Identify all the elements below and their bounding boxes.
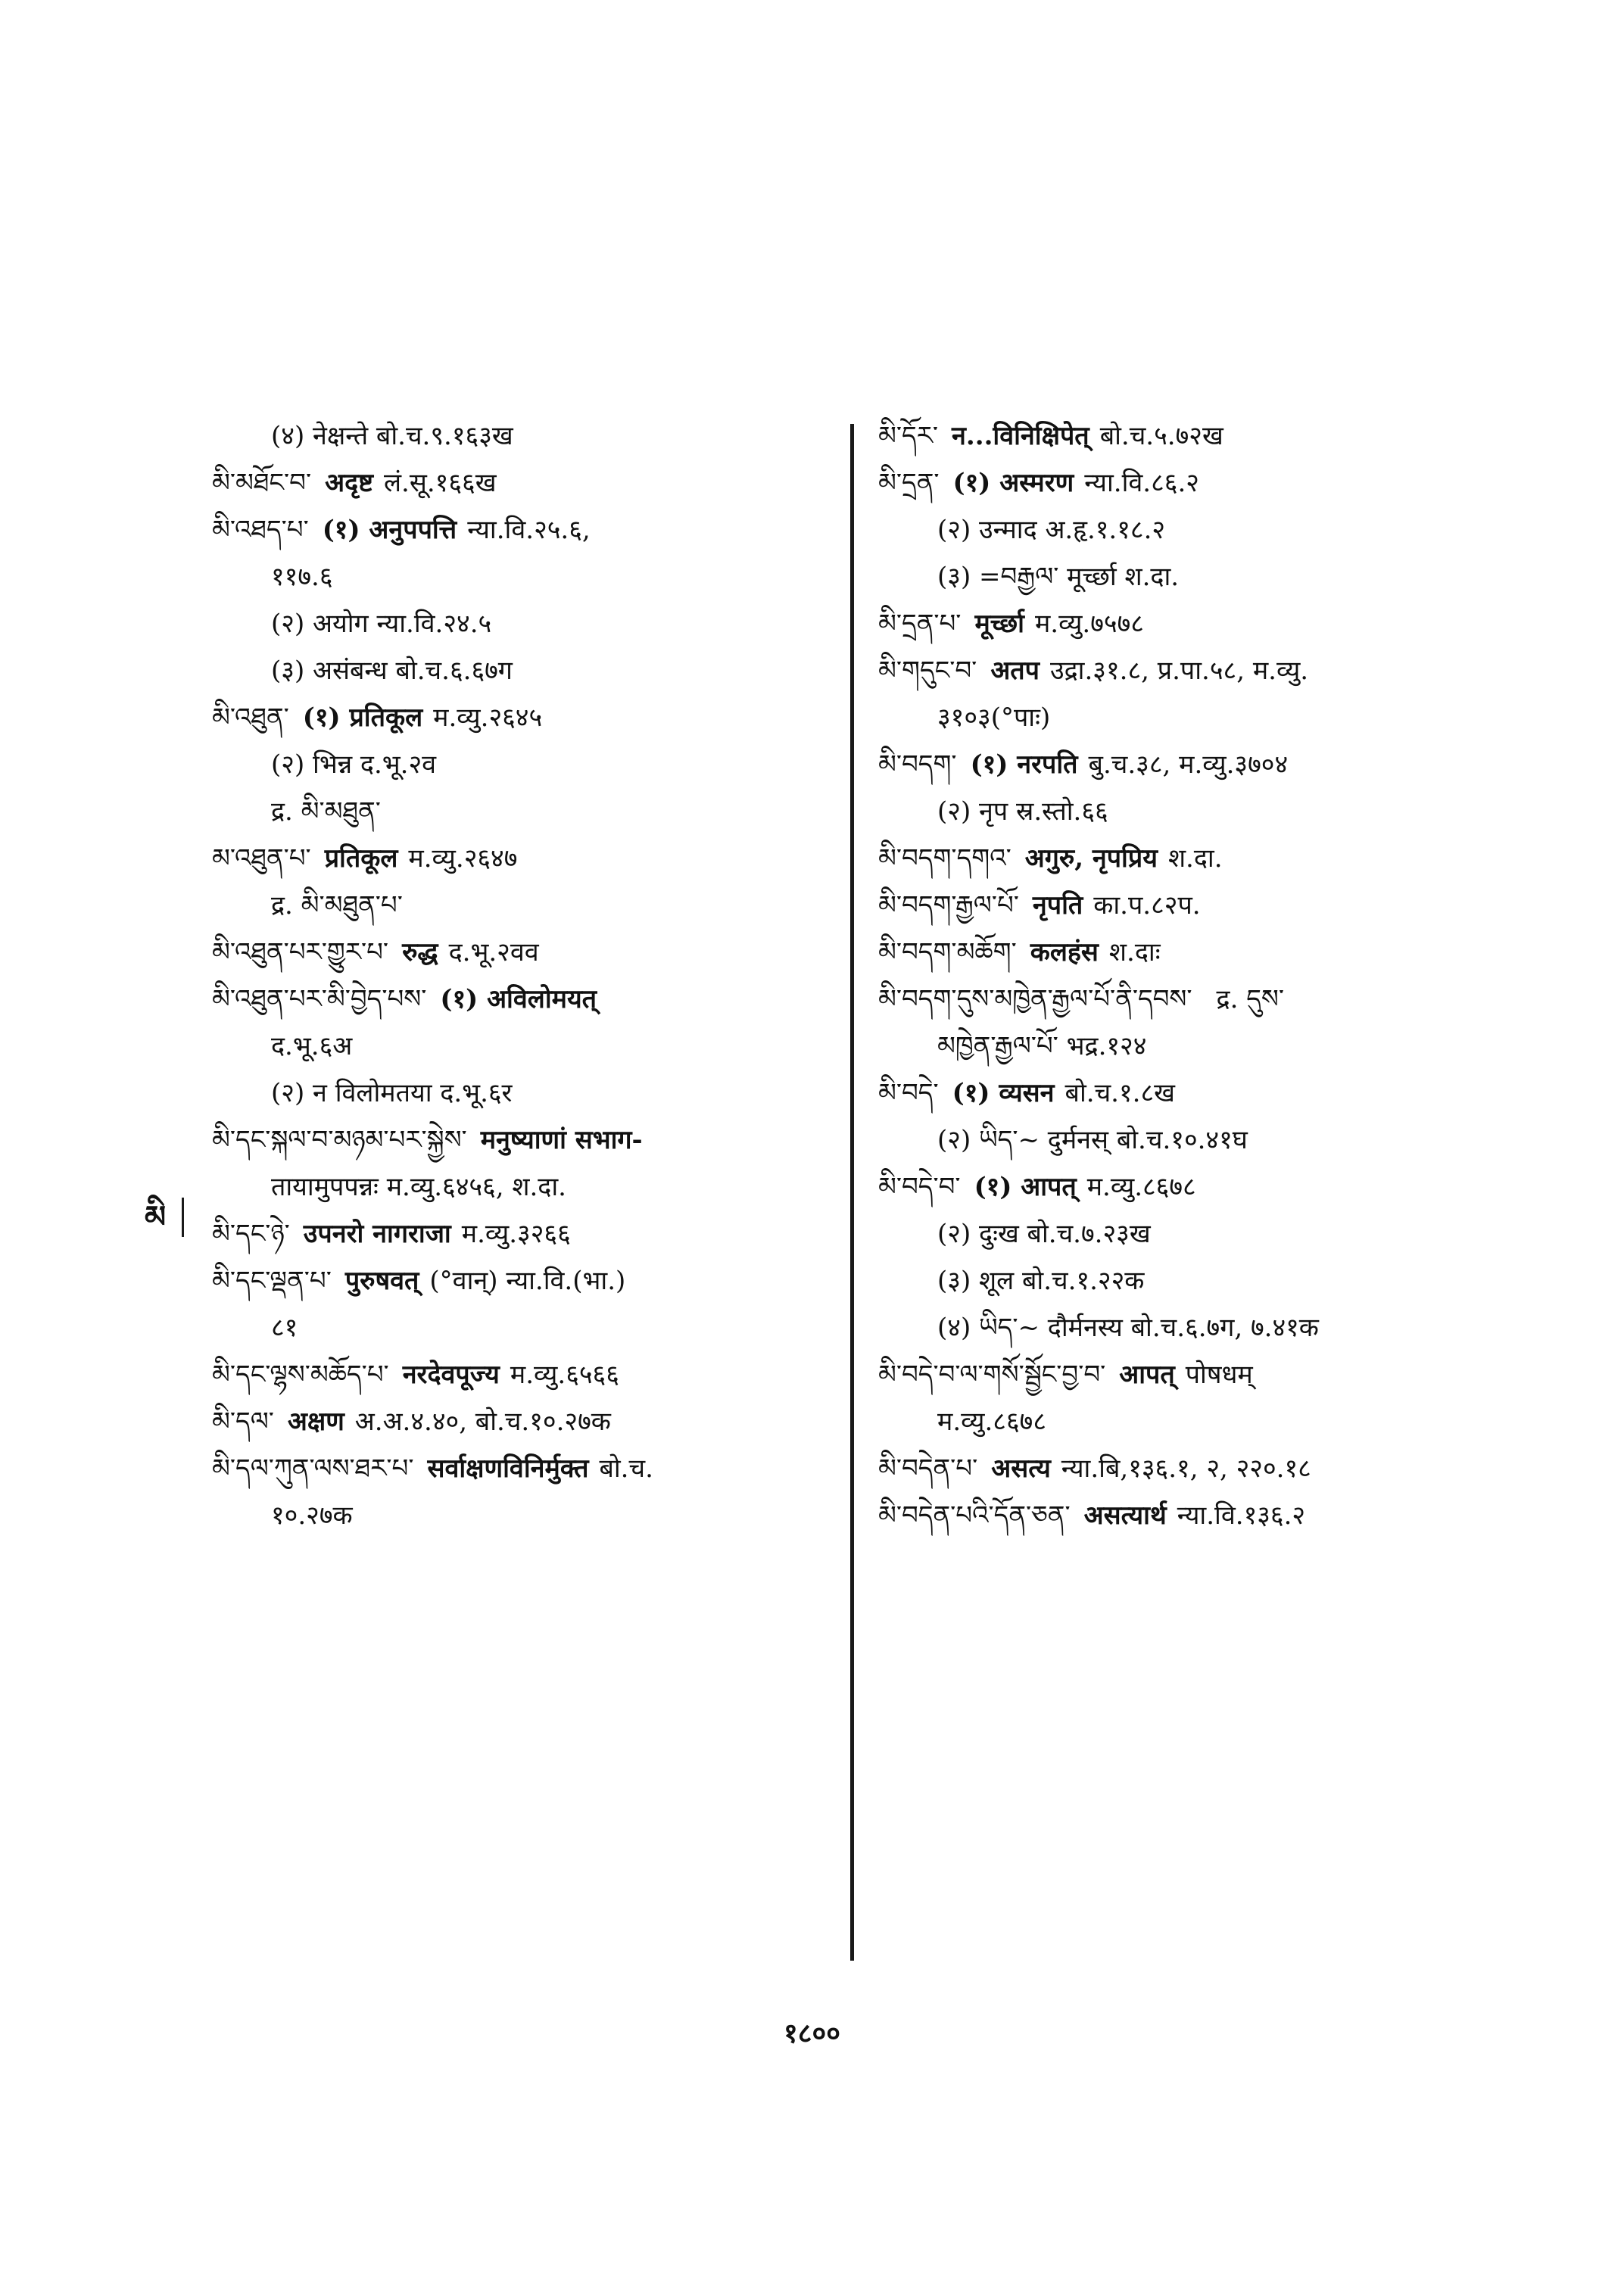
entry-headword-line [212, 506, 840, 553]
sanskrit-definition: आपत् [1119, 1360, 1175, 1390]
page-number: १८०० [784, 2017, 840, 2049]
entry-headword-line [212, 1117, 840, 1164]
tibetan-headword: མི་བདག་རྒྱལ་པོ་ [878, 890, 1019, 921]
entry-sense-line: द्र. མི་མཐུན་ [271, 796, 381, 827]
sanskrit-definition: सर्वाक्षणविनिर्मुक्त [427, 1453, 589, 1484]
source-reference: म.व्यु.८६७८ [1086, 1172, 1196, 1202]
entry-headword-line [212, 1351, 840, 1398]
entry-headword-line [878, 460, 1507, 506]
entry-headword-line [878, 1070, 1507, 1117]
entry-sense-line: (२) अयोग न्या.वि.२४.५ [271, 609, 492, 639]
source-reference: म.व्यु.२६४५ [433, 703, 543, 733]
entry-sense-line: (२) नृप स्र.स्तो.६६ [937, 796, 1108, 827]
entry-headword-line [212, 835, 840, 882]
sanskrit-definition: कलहंस [1030, 937, 1099, 967]
tibetan-headword: མི་བདེན་པའི་དོན་ཅན་ [878, 1500, 1071, 1531]
sanskrit-definition: अदृष्ट [325, 468, 373, 498]
entry-headword-line [212, 1398, 840, 1445]
source-reference: द्र. དུས་ [1216, 984, 1284, 1014]
entry-continuation-line: म.व्यु.८६७८ [937, 1407, 1047, 1437]
source-reference: पोषधम् [1185, 1360, 1253, 1390]
source-reference: न्या.बि,१३६.१, २, २२०.१८ [1061, 1453, 1311, 1484]
entry-continuation-line: ३१०३(°पाः) [937, 703, 1051, 733]
source-reference: अ.अ.४.४०, बो.च.१०.२७क [354, 1407, 611, 1437]
sanskrit-definition: असत्य [991, 1453, 1051, 1484]
tibetan-headword: མི་བདག་དགའ་ [878, 843, 1011, 874]
source-reference: श.दा. [1167, 843, 1223, 874]
source-reference: द.भू.२वव [448, 937, 539, 967]
entry-headword-line [212, 694, 840, 741]
source-reference: बु.च.३८, म.व्यु.३७०४ [1088, 749, 1289, 780]
column-divider [850, 424, 854, 1961]
entry-headword-line [878, 413, 1507, 460]
entry-sense-line: (३) शूल बो.च.१.२२क [937, 1266, 1145, 1296]
tibetan-headword: མི་བདེ་ [878, 1078, 939, 1108]
source-reference: का.प.८२प. [1093, 890, 1201, 921]
sanskrit-definition: अतप [990, 656, 1040, 686]
right-column [878, 413, 1507, 1539]
tibetan-headword: མི་དང་སྐལ་བ་མཉམ་པར་སྐྱེས་ [212, 1125, 467, 1155]
entry-headword-line [212, 1210, 840, 1257]
source-reference: म.व्यु.६५६६ [510, 1360, 619, 1390]
source-reference: श.दाः [1108, 937, 1161, 967]
entry-headword-line [878, 929, 1507, 976]
entry-continuation-line: तायामुपपन्नः म.व्यु.६४५६, श.दा. [271, 1172, 566, 1202]
source-reference: बो.च.५.७२ख [1099, 421, 1223, 451]
tibetan-headword: མི་དྲན་པ་ [878, 609, 962, 639]
entry-sense-line: (३) असंबन्ध बो.च.६.६७ग [271, 656, 513, 686]
sanskrit-definition: (१) नरपति [970, 749, 1078, 780]
source-reference: न्या.वि.८६.२ [1084, 468, 1199, 498]
entry-sense-line: (२) भिन्न द.भू.२व [271, 749, 437, 780]
entry-headword-line [878, 600, 1507, 647]
sanskrit-definition: नृपति [1032, 890, 1083, 921]
entry-headword-line [878, 1492, 1507, 1539]
source-reference: न्या.वि.२५.६, [467, 515, 591, 545]
entry-continuation-line: द.भू.६अ [271, 1031, 353, 1061]
entry-headword-line [878, 882, 1507, 929]
source-reference: म.व्यु.२६४७ [408, 843, 518, 874]
entry-headword-line [212, 1257, 840, 1304]
entry-sense-line: (४) नेक्षन्ते बो.च.९.१६३ख [271, 421, 513, 451]
sanskrit-definition: न...विनिक्षिपेत् [952, 421, 1089, 451]
source-reference: न्या.वि.१३६.२ [1177, 1500, 1306, 1531]
tibetan-headword: མི་བདག་མཆོག་ [878, 937, 1017, 967]
entry-headword-line [212, 929, 840, 976]
entry-headword-line [878, 1445, 1507, 1492]
entry-continuation-line: ८१ [271, 1313, 298, 1343]
tibetan-headword: མི་འཐུན་པར་མི་བྱེད་པས་ [212, 984, 427, 1014]
sanskrit-definition: मनुष्याणां सभाग- [480, 1125, 643, 1155]
entry-sense-line: (२) उन्माद अ.हृ.१.१८.२ [937, 515, 1166, 545]
entry-sense-line: (२) ཡིད་~ दुर्मनस् बो.च.१०.४१घ [937, 1125, 1248, 1155]
left-column [212, 413, 840, 1539]
sanskrit-definition: (१) आपत् [974, 1172, 1077, 1202]
sanskrit-definition: अक्षण [287, 1407, 344, 1437]
entry-headword-line [212, 1445, 840, 1492]
sanskrit-definition: (१) प्रतिकूल [302, 703, 423, 733]
sanskrit-definition: अगुरु, नृपप्रिय [1024, 843, 1158, 874]
tibetan-headword: མི་བདེ་བ་ [878, 1172, 961, 1202]
entry-headword-line [878, 647, 1507, 694]
entry-headword-line [878, 1164, 1507, 1210]
tibetan-headword: མི་བདག་ [878, 749, 957, 780]
tibetan-headword: མི་དལ་ཀུན་ལས་ཐར་པ་ [212, 1453, 414, 1484]
entry-headword-line [878, 976, 1507, 1023]
sanskrit-definition: असत्यार्थ [1083, 1500, 1167, 1531]
tibetan-headword: མ་འཐུན་པ་ [212, 843, 311, 874]
section-side-mark: མི [129, 1198, 184, 1237]
entry-headword-line [212, 976, 840, 1023]
entry-sense-line: (२) न विलोमतया द.भू.६र [271, 1078, 513, 1108]
sanskrit-definition: (१) अनुपपत्ति [322, 515, 457, 545]
sanskrit-definition: उपनरो नागराजा [303, 1219, 451, 1249]
tibetan-headword: མི་དྲན་ [878, 468, 940, 498]
source-reference: म.व्यु.३२६६ [461, 1219, 571, 1249]
entry-headword-line [878, 741, 1507, 788]
entry-sense-line: (३) =བརྒྱལ་ मूर्च्छा श.दा. [937, 562, 1180, 592]
tibetan-headword: མི་བདེན་པ་ [878, 1453, 978, 1484]
entry-headword-line [878, 835, 1507, 882]
tibetan-headword: མི་དང་ཉེ་ [212, 1219, 290, 1249]
entry-continuation-line: ११७.६ [271, 562, 333, 592]
entry-sense-line: द्र. མི་མཐུན་པ་ [271, 890, 403, 921]
entry-sense-line: (४) ཡིད་~ दौर्मनस्य बो.च.६.७ग, ७.४१क [937, 1313, 1319, 1343]
source-reference: बो.च.१.८ख [1064, 1078, 1175, 1108]
tibetan-headword: མི་བདེ་བ་ལ་གསོ་སྦྱོང་བྱ་བ་ [878, 1360, 1106, 1390]
source-reference: बो.च. [599, 1453, 653, 1484]
entry-continuation-line: མཁྱེན་རྒྱལ་པོ་ भद्र.१२४ [937, 1031, 1147, 1061]
source-reference: म.व्यु.७५७८ [1034, 609, 1144, 639]
sanskrit-definition: प्रतिकूल [324, 843, 398, 874]
sanskrit-definition: रुद्ध [402, 937, 438, 967]
sanskrit-definition: नरदेवपूज्य [402, 1360, 500, 1390]
source-reference: (°वान्) न्या.वि.(भा.) [429, 1266, 626, 1296]
tibetan-headword: མི་བདག་དུས་མཁྱེན་རྒྱལ་པོ་ནི་དབས་ [878, 984, 1192, 1014]
tibetan-headword: མི་དལ་ [212, 1407, 274, 1437]
tibetan-headword: མི་དང་ལྷས་མཆོད་པ་ [212, 1360, 389, 1390]
entry-headword-line [878, 1351, 1507, 1398]
sanskrit-definition: (१) व्यसन [952, 1078, 1055, 1108]
sanskrit-definition: मूर्च्छा [974, 609, 1024, 639]
entry-headword-line [212, 460, 840, 506]
sanskrit-definition: पुरुषवत् [344, 1266, 419, 1296]
entry-sense-line: (२) दुःख बो.च.७.२३ख [937, 1219, 1151, 1249]
sanskrit-definition: (१) अस्मरण [952, 468, 1074, 498]
source-reference: उद्रा.३१.८, प्र.पा.५८, म.व्यु. [1050, 656, 1309, 686]
tibetan-headword: མི་དོར་ [878, 421, 939, 451]
tibetan-headword: མི་འཐུན་ [212, 703, 289, 733]
tibetan-headword: མི་གདུང་བ་ [878, 656, 977, 686]
sanskrit-definition: (१) अविलोमयत् [440, 984, 597, 1014]
entry-continuation-line: १०.२७क [271, 1500, 353, 1531]
tibetan-headword: མི་མཐོང་བ་ [212, 468, 312, 498]
tibetan-headword: མི་འཐད་པ་ [212, 515, 309, 545]
source-reference: लं.सू.१६६ख [384, 468, 497, 498]
tibetan-headword: མི་འཐུན་པར་གྱུར་པ་ [212, 937, 389, 967]
tibetan-headword: མི་དང་ལྡན་པ་ [212, 1266, 332, 1296]
